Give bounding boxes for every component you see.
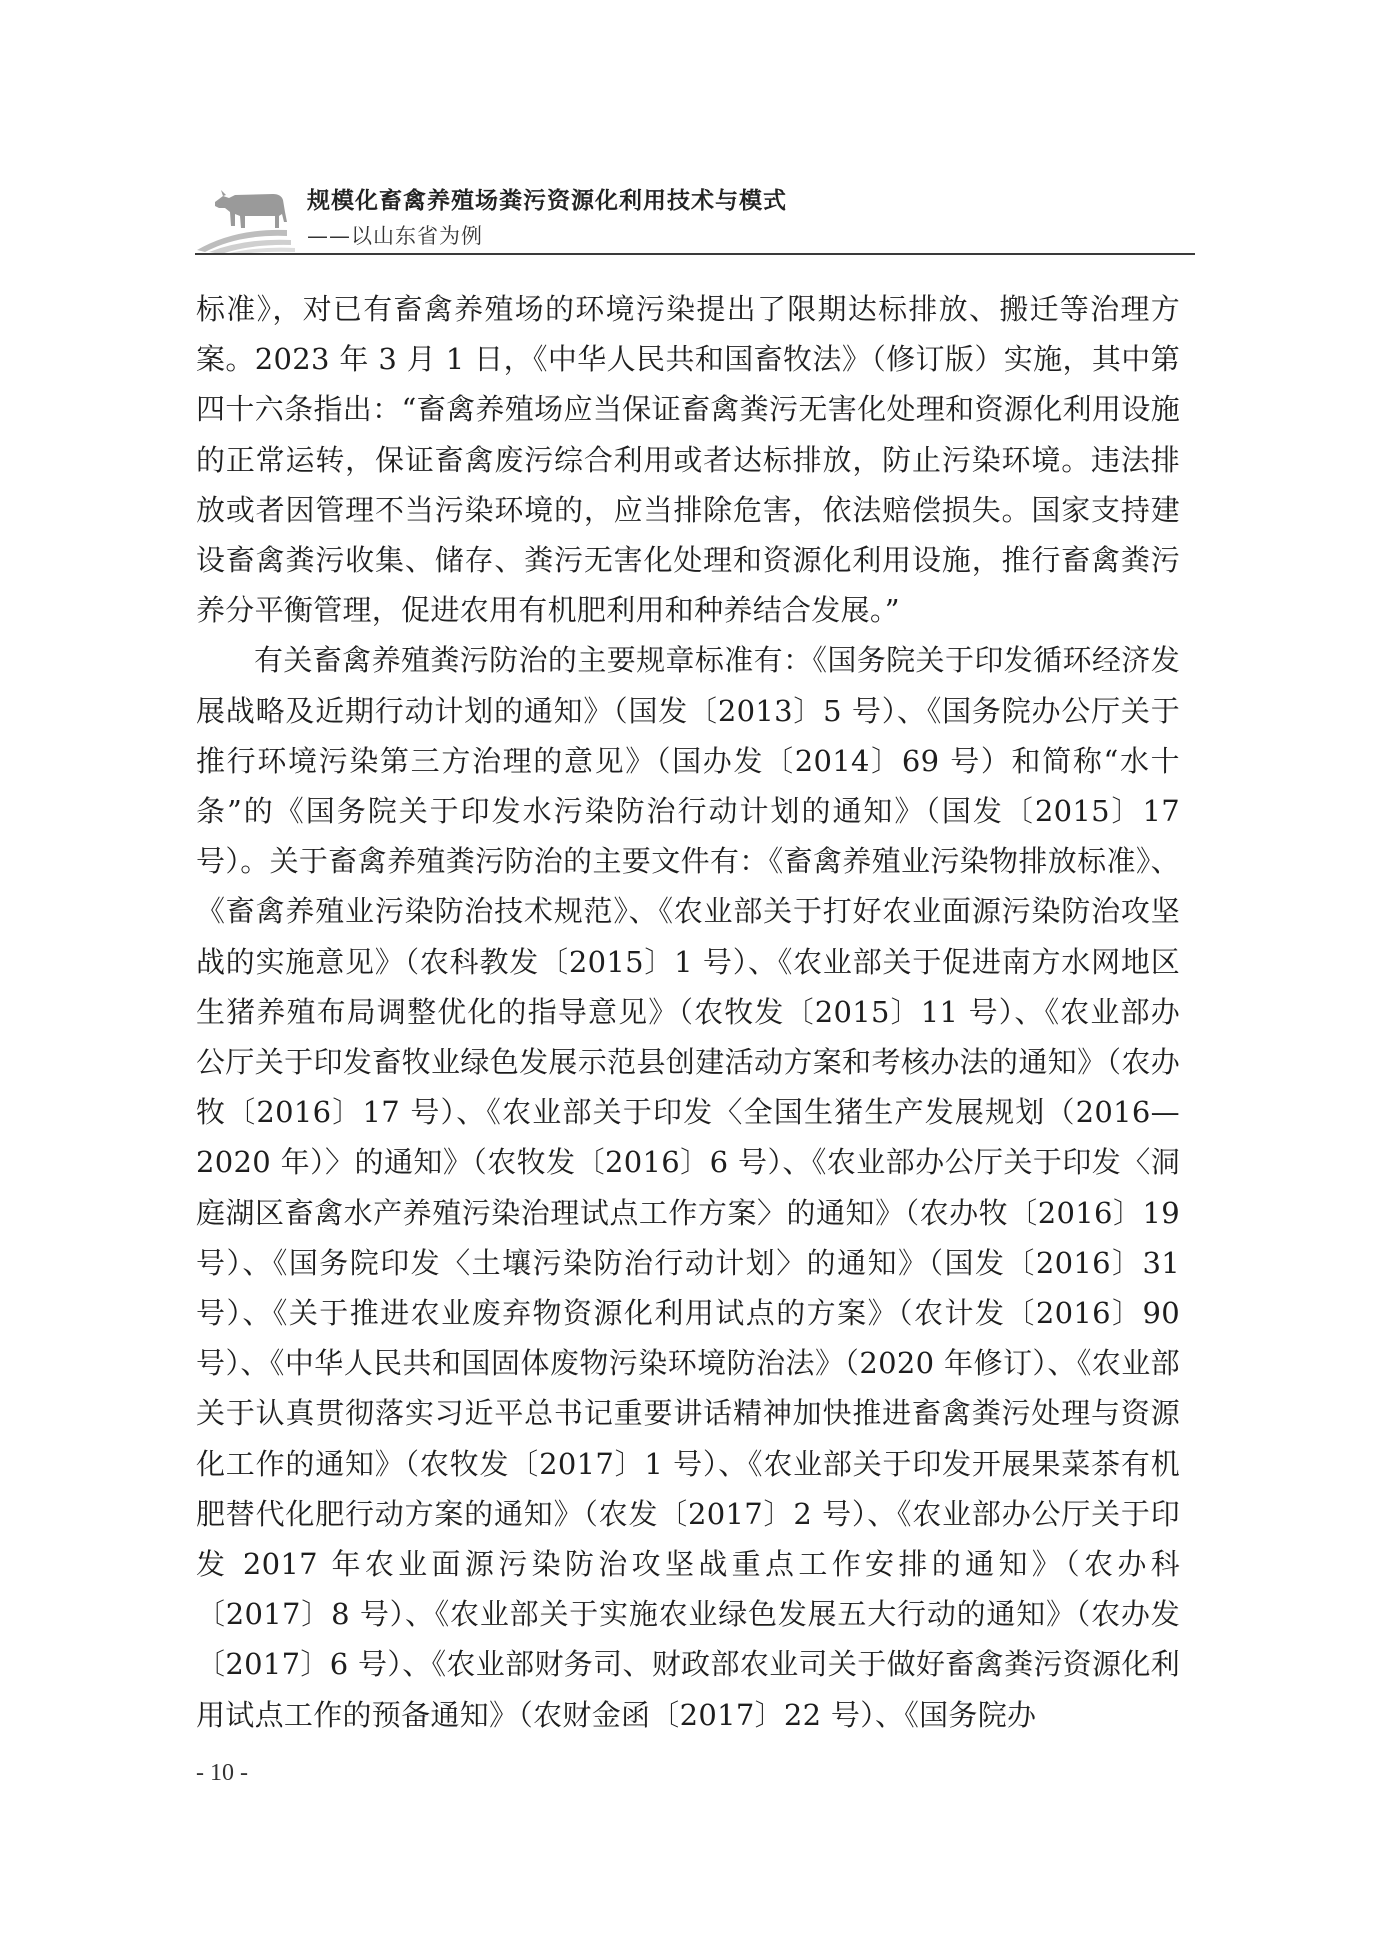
cow-field-logo-icon bbox=[195, 178, 313, 254]
header-title: 规模化畜禽养殖场粪污资源化利用技术与模式 bbox=[307, 188, 787, 214]
header-subtitle: ——以山东省为例 bbox=[307, 224, 483, 248]
page-number: - 10 - bbox=[196, 1760, 248, 1786]
header-divider bbox=[195, 253, 1195, 255]
paragraph-continued: 标准》，对已有畜禽养殖场的环境污染提出了限期达标排放、搬迁等治理方案。2023 年 3 月 1 日，《中华人民共和国畜牧法》（修订版）实施，其中第四十六条指出：“畜禽养殖场应当保证畜禽粪污无害化处理和资源化利用设施的正常运转，保证畜禽废污综合利用或者达标排放，防止污染环境。违法排放或者因管理不当污染环境的，应当排除危害，依法赔偿损失。国家支持建设畜禽粪污收集、储存、粪污无害化处理和资源化利用设施，推行畜禽粪污养分平衡管理，促进农用有机肥利用和种养结合发展。” bbox=[196, 292, 1180, 628]
body-text bbox=[196, 284, 1180, 1740]
running-header bbox=[195, 178, 1195, 254]
paragraph-regulations: 有关畜禽养殖粪污防治的主要规章标准有：《国务院关于印发循环经济发展战略及近期行动计划的通知》（国发〔2013〕5 号）、《国务院办公厅关于推行环境污染第三方治理的意见》（国办发〔2014〕69 号）和简称“水十条”的《国务院关于印发水污染防治行动计划的通知》（国发〔2015〕17 号）。关于畜禽养殖粪污防治的主要文件有：《畜禽养殖业污染物排放标准》、《畜禽养殖业污染防治技术规范》、《农业部关于打好农业面源污染防治攻坚战的实施意见》（农科教发〔2015〕1 号）、《农业部关于促进南方水网地区生猪养殖布局调整优化的指导意见》（农牧发〔2015〕11 号）、《农业部办公厅关于印发畜牧业绿色发展示范县创建活动方案和考核办法的通知》（农办牧〔2016〕17 号）、《农业部关于印发〈全国生猪生产发展规划（2016—2020 年）〉的通知》（农牧发〔2016〕6 号）、《农业部办公厅关于印发〈洞庭湖区畜禽水产养殖污染治理试点工作方案〉的通知》（农办牧〔2016〕19 号）、《国务院印发〈土壤污染防治行动计划〉的通知》（国发〔2016〕31 号）、《关于推进农业废弃物资源化利用试点的方案》（农计发〔2016〕90 号）、《中华人民共和国固体废物污染环境防治法》（2020 年修订）、《农业部关于认真贯彻落实习近平总书记重要讲话精神加快推进畜禽粪污处理与资源化工作的通知》（农牧发〔2017〕1 号）、《农业部关于印发开展果菜茶有机肥替代化肥行动方案的通知》（农发〔2017〕2 号）、《农业部办公厅关于印发 2017 年农业面源污染防治攻坚战重点工作安排的通知》（农办科〔2017〕8 号）、《农业部关于实施农业绿色发展五大行动的通知》（农办发〔2017〕6 号）、《农业部财务司、财政部农业司关于做好畜禽粪污资源化利用试点工作的预备通知》（农财金函〔2017〕22 号）、《国务院办 bbox=[196, 643, 1180, 1732]
